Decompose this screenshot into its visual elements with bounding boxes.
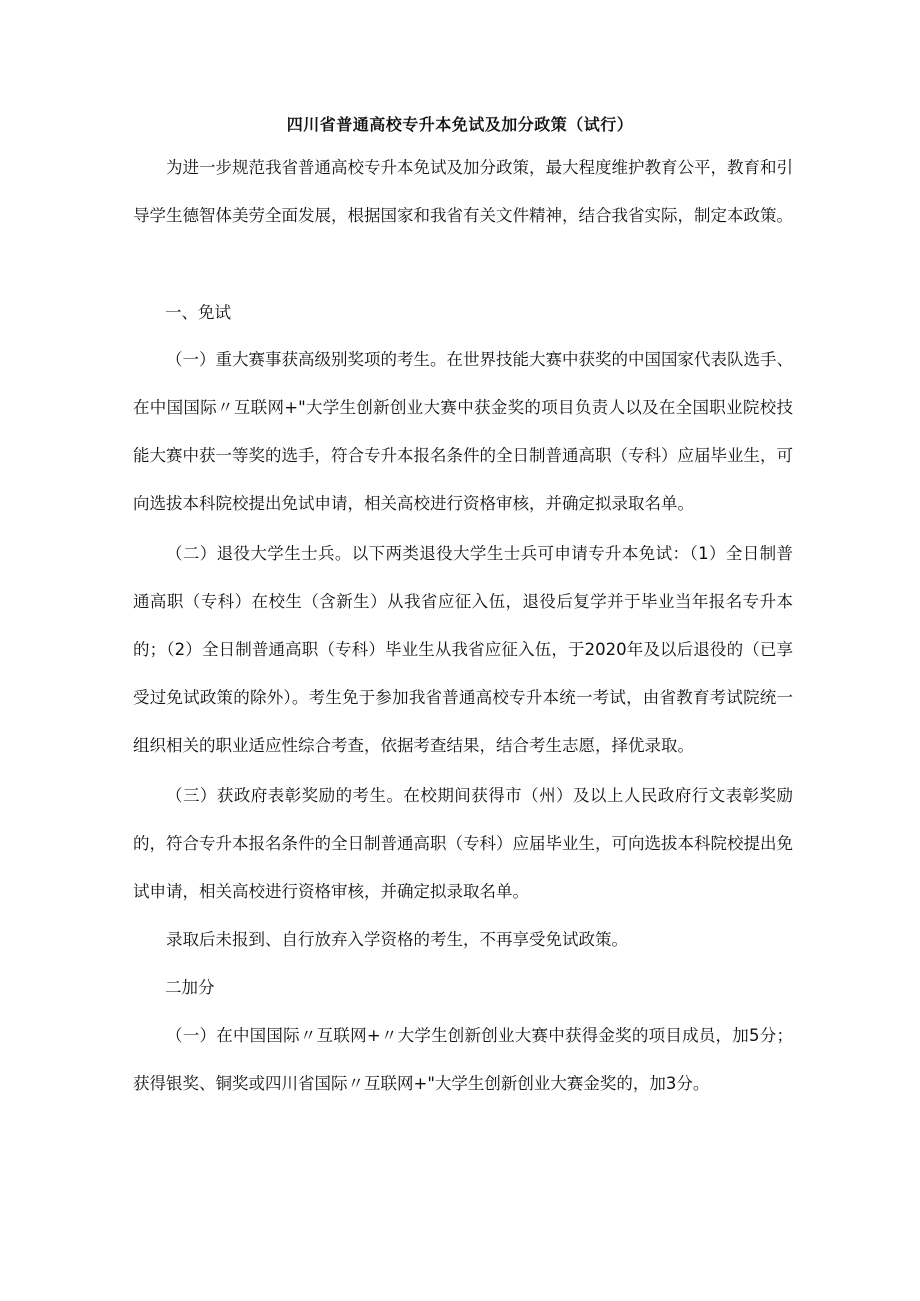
exemption-note: 录取后未报到、自行放弃入学资格的考生，不再享受免试政策。: [166, 930, 628, 949]
exemption-item-2: （二）退役大学生士兵。以下两类退役大学生士兵可申请专升本免试：（1）全日制普通高职（专科）在校生（含新生）从我省应征入伍，退役后复学并于毕业当年报名专升本的；（2）全日制普通高职（专科）毕业生从我省应征入伍，于2020年及以后退役的（已享受过免试政策的除外）。考生免于参加我省普通高校专升本统一考试，由省教育考试院统一组织相关的职业适应性综合考查，依据考查结果，结合考生志愿，择优录取。: [133, 544, 793, 755]
exemption-item-1: （一）重大赛事获高级别奖项的考生。在世界技能大赛中获奖的中国国家代表队选手、在中国国际〃互联网+"大学生创新创业大赛中获金奖的项目负责人以及在全国职业院校技能大赛中获一等奖的选手，符合专升本报名条件的全日制普通高职（专科）应届毕业生，可向选拔本科院校提出免试申请，相关高校进行资格审核，并确定拟录取名单。: [133, 350, 793, 513]
intro-paragraph: 为进一步规范我省普通高校专升本免试及加分政策，最大程度维护教育公平，教育和引导学生德智体美劳全面发展，根据国家和我省有关文件精神，结合我省实际，制定本政策。: [133, 158, 793, 225]
bonus-item-1: （一）在中国国际〃互联网+〃大学生创新创业大赛中获得金奖的项目成员，加5分；获得银奖、铜奖或四川省国际〃互联网+"大学生创新创业大赛金奖的，加3分。: [133, 1026, 793, 1093]
exemption-item-3: （三）获政府表彰奖励的考生。在校期间获得市（州）及以上人民政府行文表彰奖励的，符合专升本报名条件的全日制普通高职（专科）应届毕业生，可向选拔本科院校提出免试申请，相关高校进行资格审核，并确定拟录取名单。: [133, 786, 793, 901]
section-heading-exemption: 一、免试: [165, 303, 231, 322]
section-heading-bonus: 二加分: [165, 978, 215, 997]
document-title: 四川省普通高校专升本免试及加分政策（试行）: [286, 115, 634, 134]
